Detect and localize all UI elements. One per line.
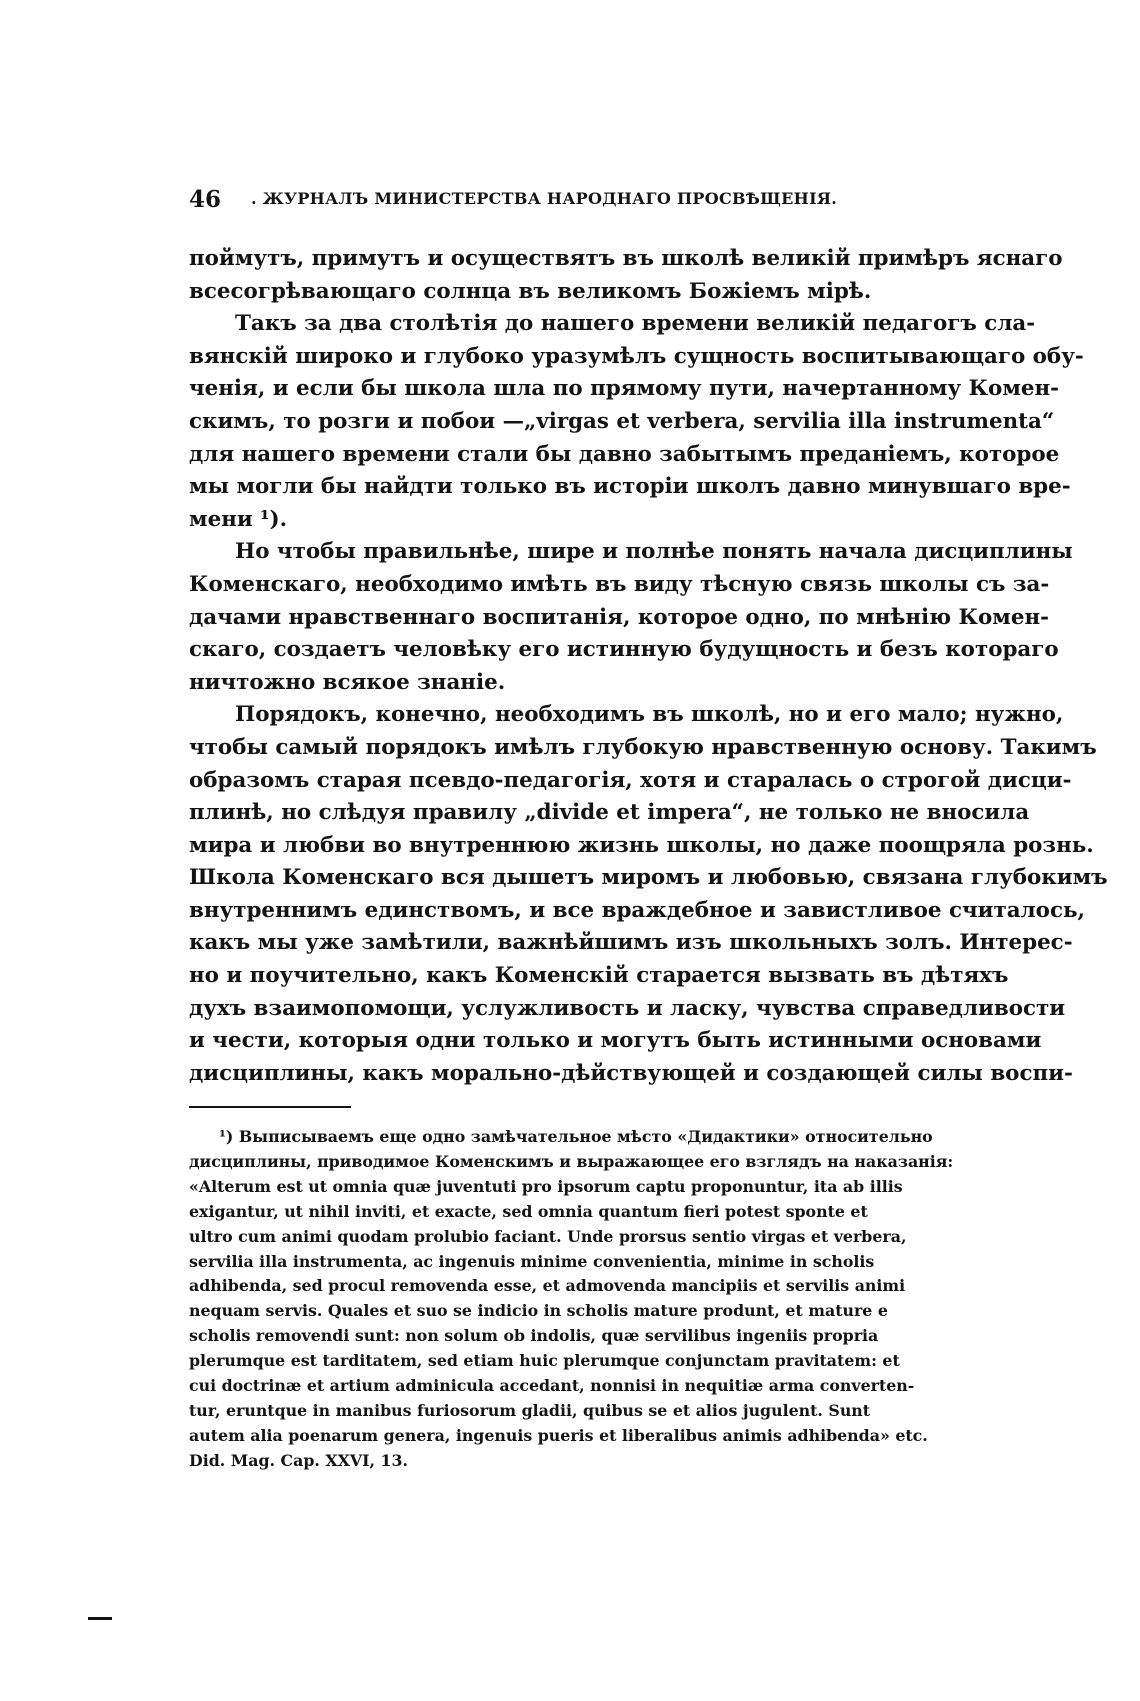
text-line: всесогрѣвающаго солнца въ великомъ Божіемъ мірѣ. [189, 278, 872, 304]
text-line: ничтожно всякое знаніе. [189, 669, 506, 695]
footnote-line: дисциплины, приводимое Коменскимъ и выражающее его взглядъ на наказанія: [189, 1151, 954, 1171]
text-line: Коменскаго, необходимо имѣть въ виду тѣсную связь школы съ за- [189, 571, 1050, 597]
footnote-line: exigantur, ut nihil inviti, et exacte, sed omnia quantum fieri potest sponte et [189, 1201, 868, 1221]
footnote-line: «Alterum est ut omnia quæ juventuti pro ipsorum captu proponuntur, ita ab illis [189, 1176, 903, 1196]
footnote-line: cui doctrinæ et artium adminicula accedant, nonnisi in nequitiæ arma converten- [189, 1376, 915, 1396]
text-line: скаго, создаетъ человѣку его истинную будущность и безъ котораго [189, 637, 1059, 663]
text-line: дисциплины, какъ морально-дѣйствующей и создающей силы воспи- [189, 1060, 1073, 1086]
text-line: Такъ за два столѣтія до нашего времени великій педагогъ сла- [235, 311, 1036, 337]
journal-title: . ЖУРНАЛЪ МИНИСТЕРСТВА НАРОДНАГО ПРОСВѢЩЕНІЯ. [251, 189, 838, 208]
footnote [189, 1125, 989, 1474]
text-line: дачами нравственнаго воспитанія, которое одно, по мнѣнію Комен- [189, 604, 1050, 630]
text-line: ченія, и если бы школа шла по прямому пути, начертанному Комен- [189, 376, 1060, 402]
text-line: мени ¹). [189, 506, 288, 532]
text-line: плинѣ, но слѣдуя правилу „divide et impera“, не только не вносила [189, 800, 1030, 826]
text-line: духъ взаимопомощи, услужливость и ласку, чувства справедливости [189, 995, 1066, 1021]
text-line: Порядокъ, конечно, необходимъ въ школѣ, но и его мало; нужно, [235, 702, 1064, 728]
footnote-line: tur, eruntque in manibus furiosorum gladii, quibus se et alios jugulent. Sunt [189, 1400, 871, 1420]
text-line: внутреннимъ единствомъ, и все враждебное и завистливое считалось, [189, 897, 1085, 923]
text-line: мира и любви во внутреннюю жизнь школы, но даже поощряла рознь. [189, 832, 1094, 858]
footnote-line: adhibenda, sed procul removenda esse, et admovenda mancipiis et servilis animi [189, 1276, 906, 1296]
text-line: образомъ старая псевдо-педагогія, хотя и старалась о строгой дисци- [189, 767, 1072, 793]
text-line: для нашего времени стали бы давно забытымъ преданіемъ, которое [189, 441, 1060, 467]
text-line: вянскій широко и глубоко уразумѣлъ сущность воспитывающаго обу- [189, 343, 1084, 369]
text-line: мы могли бы найдти только въ исторіи школъ давно минувшаго вре- [189, 474, 1071, 500]
footnote-line: servilia illa instrumenta, ac ingenuis minime convenientia, minime in scholis [189, 1251, 875, 1271]
text-line: поймутъ, примутъ и осуществятъ въ школѣ великій примѣръ яснаго [189, 246, 1063, 271]
text-line: скимъ, то розги и побои —„virgas et verbera, servilia illa instrumenta“ [189, 408, 1055, 434]
text-line: какъ мы уже замѣтили, важнѣйшимъ изъ школьныхъ золъ. Интерес- [189, 930, 1073, 956]
main-text [189, 243, 1108, 1090]
footnote-line: ultro cum animi quodam prolubio faciant. Unde prorsus sentio virgas et verbera, [189, 1226, 907, 1246]
footnote-line: ¹) Выписываемъ еще одно замѣчательное мѣсто «Дидактики» относительно [219, 1127, 933, 1146]
footnote-line: scholis removendi sunt: non solum ob indolis, quæ servilibus ingeniis propria [189, 1326, 879, 1346]
running-header [189, 186, 889, 220]
footnote-line: Did. Mag. Cap. XXVI, 13. [189, 1450, 409, 1470]
text-line: и чести, которыя одни только и могутъ быть истинными основами [189, 1028, 1042, 1054]
footnote-line: nequam servis. Quales et suo se indicio in scholis mature produnt, et mature e [189, 1301, 888, 1321]
footnote-line: plerumque est tarditatem, sed etiam huic plerumque conjunctam pravitatem: et [189, 1351, 900, 1371]
margin-mark [88, 1617, 112, 1620]
footnote-line: autem alia poenarum genera, ingenuis pueris et liberalibus animis adhibenda» etc. [189, 1425, 928, 1445]
text-line: чтобы самый порядокъ имѣлъ глубокую нравственную основу. Такимъ [189, 734, 1097, 760]
page-number: 46 [189, 186, 222, 213]
footnote-divider [189, 1106, 351, 1108]
text-line: Школа Коменскаго вся дышетъ миромъ и любовью, связана глубокимъ [189, 865, 1108, 891]
text-line: но и поучительно, какъ Коменскій старается вызвать въ дѣтяхъ [189, 963, 1009, 989]
text-line: Но чтобы правильнѣе, шире и полнѣе понять начала дисциплины [235, 539, 1073, 565]
